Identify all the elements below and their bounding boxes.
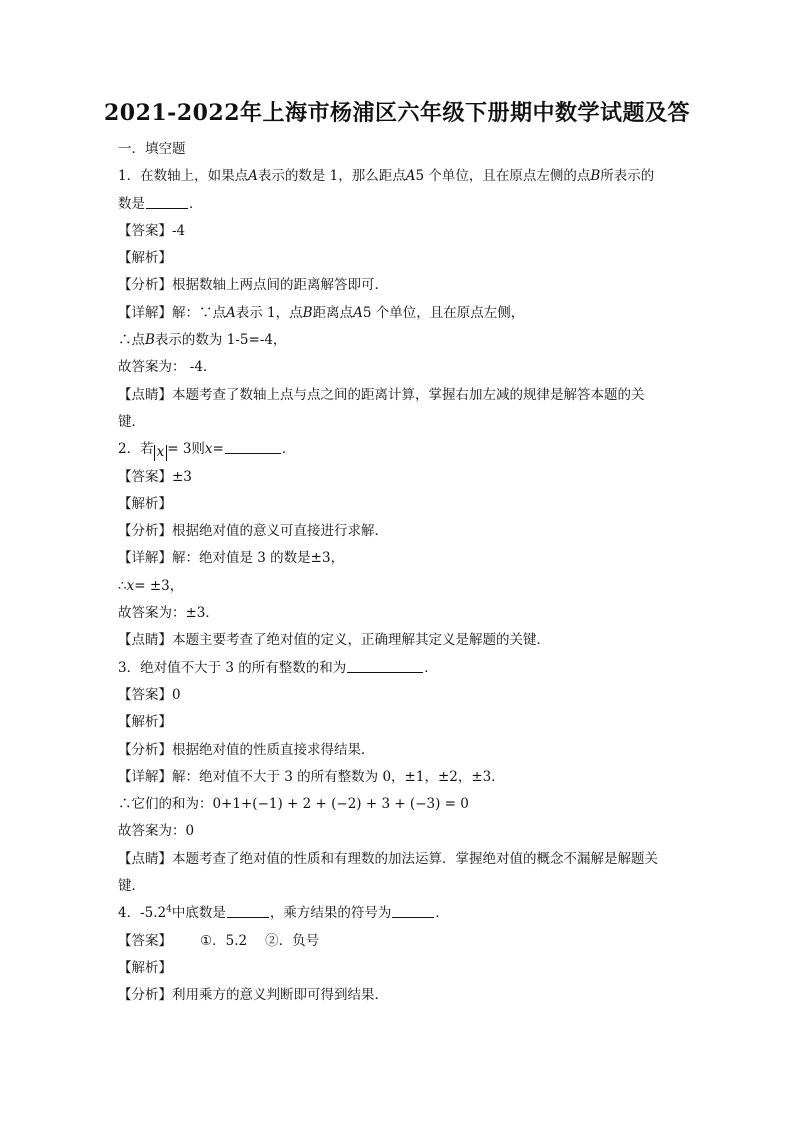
q2-analysis-heading: 【解析】 (118, 495, 172, 512)
section-heading: 一．填空题 (118, 141, 186, 157)
q3-therefore: ∴它们的和为：0+1+(−1) + 2 + (−2) + 3 + (−3) = 0 (118, 796, 469, 813)
q4-blank-1 (227, 903, 269, 918)
q4-blank-2 (392, 903, 434, 918)
q1-detail: 【详解】解：∵点A表示 1，点B距离点A5 个单位，且在原点左侧， (118, 304, 525, 321)
q3-answer: 【答案】0 (118, 686, 181, 703)
document-body (118, 136, 688, 1010)
q1-final: 故答案为： -4． (118, 359, 217, 376)
q2-answer-blank (225, 439, 281, 454)
q4-analysis-heading: 【解析】 (118, 959, 172, 976)
q3-answer-blank (347, 658, 423, 673)
q2-therefore: ∴x= ±3， (118, 577, 184, 594)
q3-dianjing-line1: 【点睛】本题考查了绝对值的性质和有理数的加法运算．掌握绝对值的概念不漏解是解题关 (118, 850, 658, 867)
page-title: 2021-2022年上海市杨浦区六年级下册期中数学试题及答 (103, 100, 691, 126)
q3-final: 故答案为：0 (118, 823, 195, 840)
q2-stem: 2．若 x = 3则x= ． (118, 441, 296, 461)
q2-answer: 【答案】±3 (118, 468, 192, 485)
q1-stem-line1: 1．在数轴上，如果点A表示的数是 1，那么距点A5 个单位，且在原点左侧的点B所表示的 (118, 168, 655, 185)
q4-answer: 【答案】 ①．5.2 ②．负号 (118, 932, 320, 949)
q3-sum-expression: 0+1+(−1) + 2 + (−2) + 3 + (−3) = 0 (212, 796, 469, 813)
q2-detail: 【详解】解：绝对值是 3 的数是±3， (118, 550, 345, 567)
q1-therefore: ∴点B表示的数为 1-5=-4， (118, 332, 287, 349)
q1-dianjing-line2: 键． (118, 413, 145, 430)
q3-detail: 【详解】解：绝对值不大于 3 的所有整数为 0，±1，±2，±3． (118, 768, 505, 785)
q1-answer: 【答案】-4 (118, 222, 186, 239)
q2-dianjing: 【点睛】本题主要考查了绝对值的定义，正确理解其定义是解题的关键． (118, 632, 550, 649)
q3-stem: 3．绝对值不大于 3 的所有整数的和为 ． (118, 659, 438, 676)
q2-fenxi: 【分析】根据绝对值的意义可直接进行求解． (118, 523, 388, 540)
q1-dianjing-line1: 【点睛】本题考查了数轴上点与点之间的距离计算，掌握右加左减的规律是解答本题的关 (118, 386, 645, 403)
q4-fenxi: 【分析】利用乘方的意义判断即可得到结果． (118, 987, 388, 1004)
q1-answer-blank (146, 194, 188, 209)
abs-expression: x (154, 445, 168, 461)
q3-analysis-heading: 【解析】 (118, 714, 172, 731)
q3-dianjing-line2: 键． (118, 878, 145, 895)
q1-fenxi: 【分析】根据数轴上两点间的距离解答即可． (118, 277, 388, 294)
q1-stem-line2: 数是 ． (118, 195, 203, 212)
q3-fenxi: 【分析】根据绝对值的性质直接求得结果． (118, 741, 375, 758)
q1-analysis-heading: 【解析】 (118, 250, 172, 267)
q4-stem: 4．$-5.2^4$中底数是 ，乘方结果的符号为 ． (118, 904, 449, 922)
q2-final: 故答案为：±3． (118, 605, 219, 622)
